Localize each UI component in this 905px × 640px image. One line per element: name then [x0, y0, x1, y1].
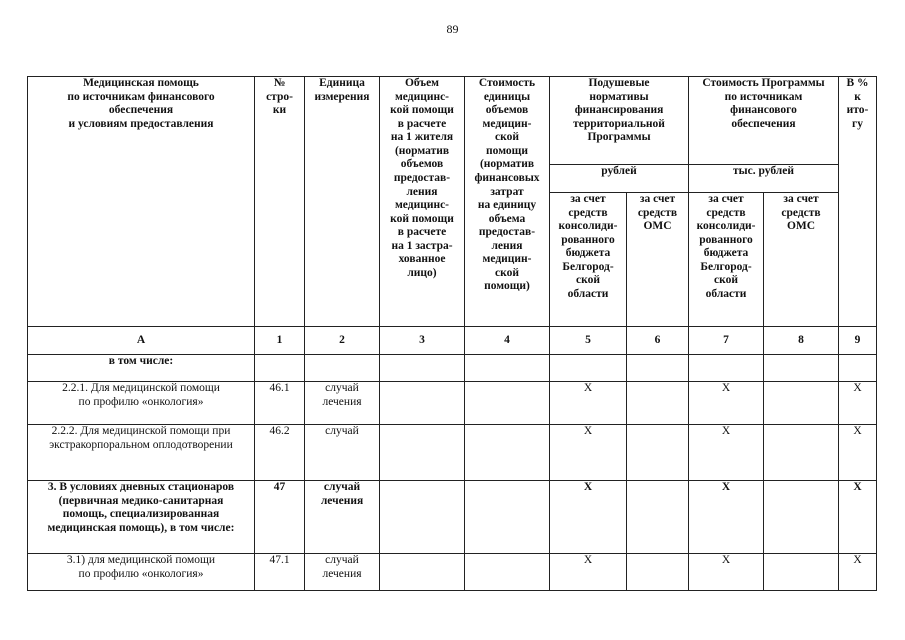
cell-col-6: [627, 382, 689, 425]
column-index: 5: [550, 327, 627, 355]
cell-col-5: Х: [550, 481, 627, 554]
column-index: 1: [255, 327, 305, 355]
cell-col-3: [380, 382, 465, 425]
column-index: 7: [689, 327, 764, 355]
column-index: А: [28, 327, 255, 355]
row-line-number: 46.2: [255, 425, 305, 481]
header-col-1: № стро- ки: [255, 77, 305, 327]
cell-col-9: Х: [839, 425, 877, 481]
row-line-number: [255, 355, 305, 382]
header-col-2: Единица измерения: [305, 77, 380, 327]
row-label: 2.2.1. Для медицинской помощи по профилю «онкология»: [28, 382, 255, 425]
row-line-number: 47.1: [255, 554, 305, 591]
cell-col-3: [380, 481, 465, 554]
cell-col-3: [380, 355, 465, 382]
cell-col-8: [764, 554, 839, 591]
header-group-per-capita: Подушевые нормативы финансирования территориальной Программы: [550, 77, 689, 165]
header-col-6: за счет средств ОМС: [627, 193, 689, 327]
cell-col-5: Х: [550, 554, 627, 591]
row-label: в том числе:: [28, 355, 255, 382]
header-col-5: за счет средств консолиди- рованного бюджета Белгород- ской области: [550, 193, 627, 327]
cell-col-8: [764, 481, 839, 554]
cell-col-9: Х: [839, 481, 877, 554]
row-unit: случай лечения: [305, 382, 380, 425]
row-unit: случай лечения: [305, 481, 380, 554]
cell-col-7: Х: [689, 554, 764, 591]
header-col-7: за счет средств консолиди- рованного бюджета Белгород- ской области: [689, 193, 764, 327]
cell-col-4: [465, 425, 550, 481]
cell-col-7: Х: [689, 425, 764, 481]
table-row: [28, 554, 877, 591]
table-row: [28, 481, 877, 554]
header-col-a: Медицинская помощь по источникам финансового обеспечения и условиям предоставления: [28, 77, 255, 327]
row-line-number: 46.1: [255, 382, 305, 425]
cell-col-6: [627, 481, 689, 554]
column-index: 2: [305, 327, 380, 355]
cell-col-5: Х: [550, 382, 627, 425]
header-group-cost: Стоимость Программы по источникам финансового обеспечения: [689, 77, 839, 165]
table-row: [28, 355, 877, 382]
cell-col-9: Х: [839, 382, 877, 425]
row-unit: [305, 355, 380, 382]
table-row: [28, 382, 877, 425]
cell-col-7: Х: [689, 481, 764, 554]
row-line-number: 47: [255, 481, 305, 554]
header-col-3: Объем медицинс- кой помощи в расчете на 1 жителя (норматив объемов предостав- ления медицинс- кой помощи в расчете на 1 застра- хованное лицо): [380, 77, 465, 327]
cell-col-3: [380, 554, 465, 591]
cell-col-4: [465, 554, 550, 591]
row-unit: случай: [305, 425, 380, 481]
page-number: 89: [446, 22, 459, 36]
cell-col-5: Х: [550, 425, 627, 481]
table-row: [28, 425, 877, 481]
cell-col-4: [465, 355, 550, 382]
row-label: 3. В условиях дневных стационаров (первичная медико-санитарная помощь, специализированная медицинская помощь), в том числе:: [28, 481, 255, 554]
column-index: 4: [465, 327, 550, 355]
header-unit-thousand-rub: тыс. рублей: [689, 165, 839, 193]
cell-col-6: [627, 554, 689, 591]
header-unit-rub: рублей: [550, 165, 689, 193]
cell-col-8: [764, 382, 839, 425]
header-col-9: В % к ито- гу: [839, 77, 877, 327]
cell-col-3: [380, 425, 465, 481]
cell-col-4: [465, 382, 550, 425]
cell-col-5: [550, 355, 627, 382]
row-label: 3.1) для медицинской помощи по профилю «онкология»: [28, 554, 255, 591]
row-unit: случай лечения: [305, 554, 380, 591]
column-index: 9: [839, 327, 877, 355]
cell-col-9: [839, 355, 877, 382]
cell-col-7: Х: [689, 382, 764, 425]
cell-col-6: [627, 425, 689, 481]
cell-col-4: [465, 481, 550, 554]
column-index: 6: [627, 327, 689, 355]
header-col-8: за счет средств ОМС: [764, 193, 839, 327]
column-index-row: [28, 327, 877, 355]
cell-col-8: [764, 425, 839, 481]
header-col-4: Стоимость единицы объемов медицин- ской помощи (норматив финансовых затрат на единицу объема предостав- ления медицин- ской помощи): [465, 77, 550, 327]
row-label: 2.2.2. Для медицинской помощи при экстракорпоральном оплодотворении: [28, 425, 255, 481]
column-index: 8: [764, 327, 839, 355]
medical-care-table: [27, 76, 877, 591]
cell-col-7: [689, 355, 764, 382]
cell-col-6: [627, 355, 689, 382]
cell-col-8: [764, 355, 839, 382]
column-index: 3: [380, 327, 465, 355]
cell-col-9: Х: [839, 554, 877, 591]
